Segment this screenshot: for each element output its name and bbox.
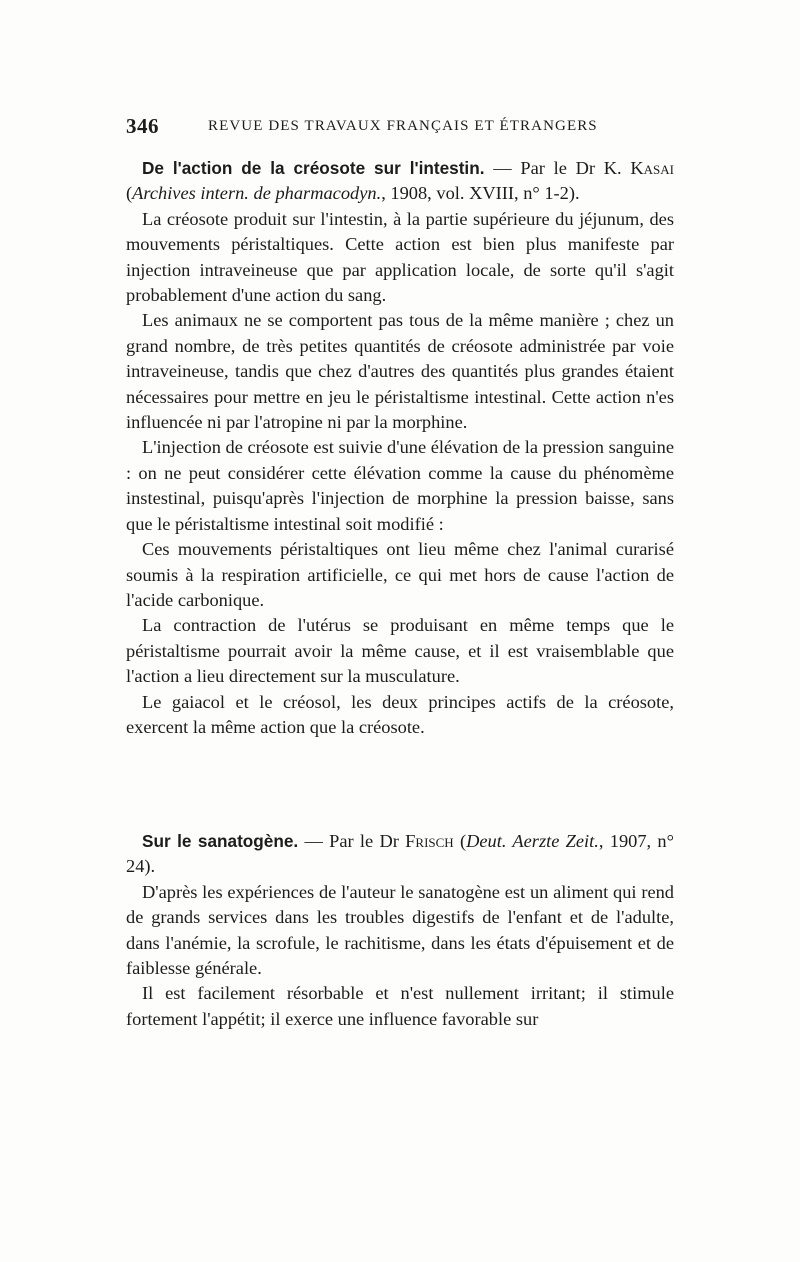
page-number: 346 — [126, 114, 159, 138]
author-name: Frisch — [405, 831, 454, 851]
paragraph: Il est facilement résorbable et n'est nullement irritant; il stimule fortement l'appétit; il exerce une influence favorable sur — [126, 983, 674, 1029]
article-title: Sur le sanatogène. — [142, 831, 299, 851]
paragraph: L'injection de créosote est suivie d'une élévation de la pression sanguine : on ne peut considérer cette élévation comme la cause du phénomème instestinal, puisqu'après l'injection de morphine la pression baisse, sans que le péristaltisme intestinal soit modifié : — [126, 437, 674, 534]
heading-dash: — — [298, 831, 330, 851]
journal-citation: Deut. Aerzte Zeit. — [466, 831, 599, 851]
article-heading — [126, 829, 674, 880]
author-name: K. Kasai — [603, 158, 674, 178]
paragraph: Ces mouvements péristaltiques ont lieu même chez l'animal curarisé soumis à la respiration artificielle, ce qui met hors de cause l'action de l'acide carbonique. — [126, 539, 674, 610]
article-creosote — [126, 156, 674, 740]
citation-open: ( — [453, 831, 467, 851]
author-prefix: Par le Dr — [329, 831, 406, 851]
article-heading — [126, 156, 674, 207]
citation-details: , 1908, vol. XVIII, n° 1-2). — [381, 183, 580, 204]
journal-citation: Archives intern. de pharmacodyn. — [132, 183, 382, 204]
paragraph: Le gaiacol et le créosol, les deux principes actifs de la créosote, exercent la même action que la créosote. — [126, 691, 674, 737]
citation-details: , 1907, n° 24). — [126, 831, 674, 877]
paragraph: D'après les expériences de l'auteur le sanatogène est un aliment qui rend de grands services dans les troubles digestifs de l'enfant et de l'adulte, dans l'anémie, la scrofule, le rachitisme, dans les états d'épuisement et de faiblesse générale. — [126, 881, 674, 979]
article-sanatogene — [126, 829, 674, 1032]
running-title: REVUE DES TRAVAUX FRANÇAIS ET ÉTRANGERS — [208, 118, 598, 134]
author-prefix: Par le Dr — [520, 158, 604, 178]
article-title: De l'action de la créosote sur l'intestin. — [142, 158, 485, 178]
page-header — [126, 114, 674, 144]
citation-open: ( — [126, 183, 133, 204]
paragraph: La créosote produit sur l'intestin, à la partie supérieure du jéjunum, des mouvements péristaltiques. Cette action est bien plus manifeste par injection intraveineuse que par application locale, de sorte qu'il s'agit probablement d'une action du sang. — [126, 208, 674, 306]
paragraph: Les animaux ne se comportent pas tous de la même manière ; chez un grand nombre, de très petites quantités de créosote administrée par voie intraveineuse, tandis que chez d'autres des quantités plus grandes étaient nécessaires pour mettre en jeu le péristaltisme intestinal. Cette action n'es influencée ni par l'atropine ni par la morphine. — [126, 310, 674, 433]
paragraph: La contraction de l'utérus se produisant en même temps que le péristaltisme pourrait avoir la même cause, et il est vraisemblable que l'action a lieu directement sur la musculature. — [126, 615, 674, 687]
heading-dash: — — [484, 158, 521, 178]
